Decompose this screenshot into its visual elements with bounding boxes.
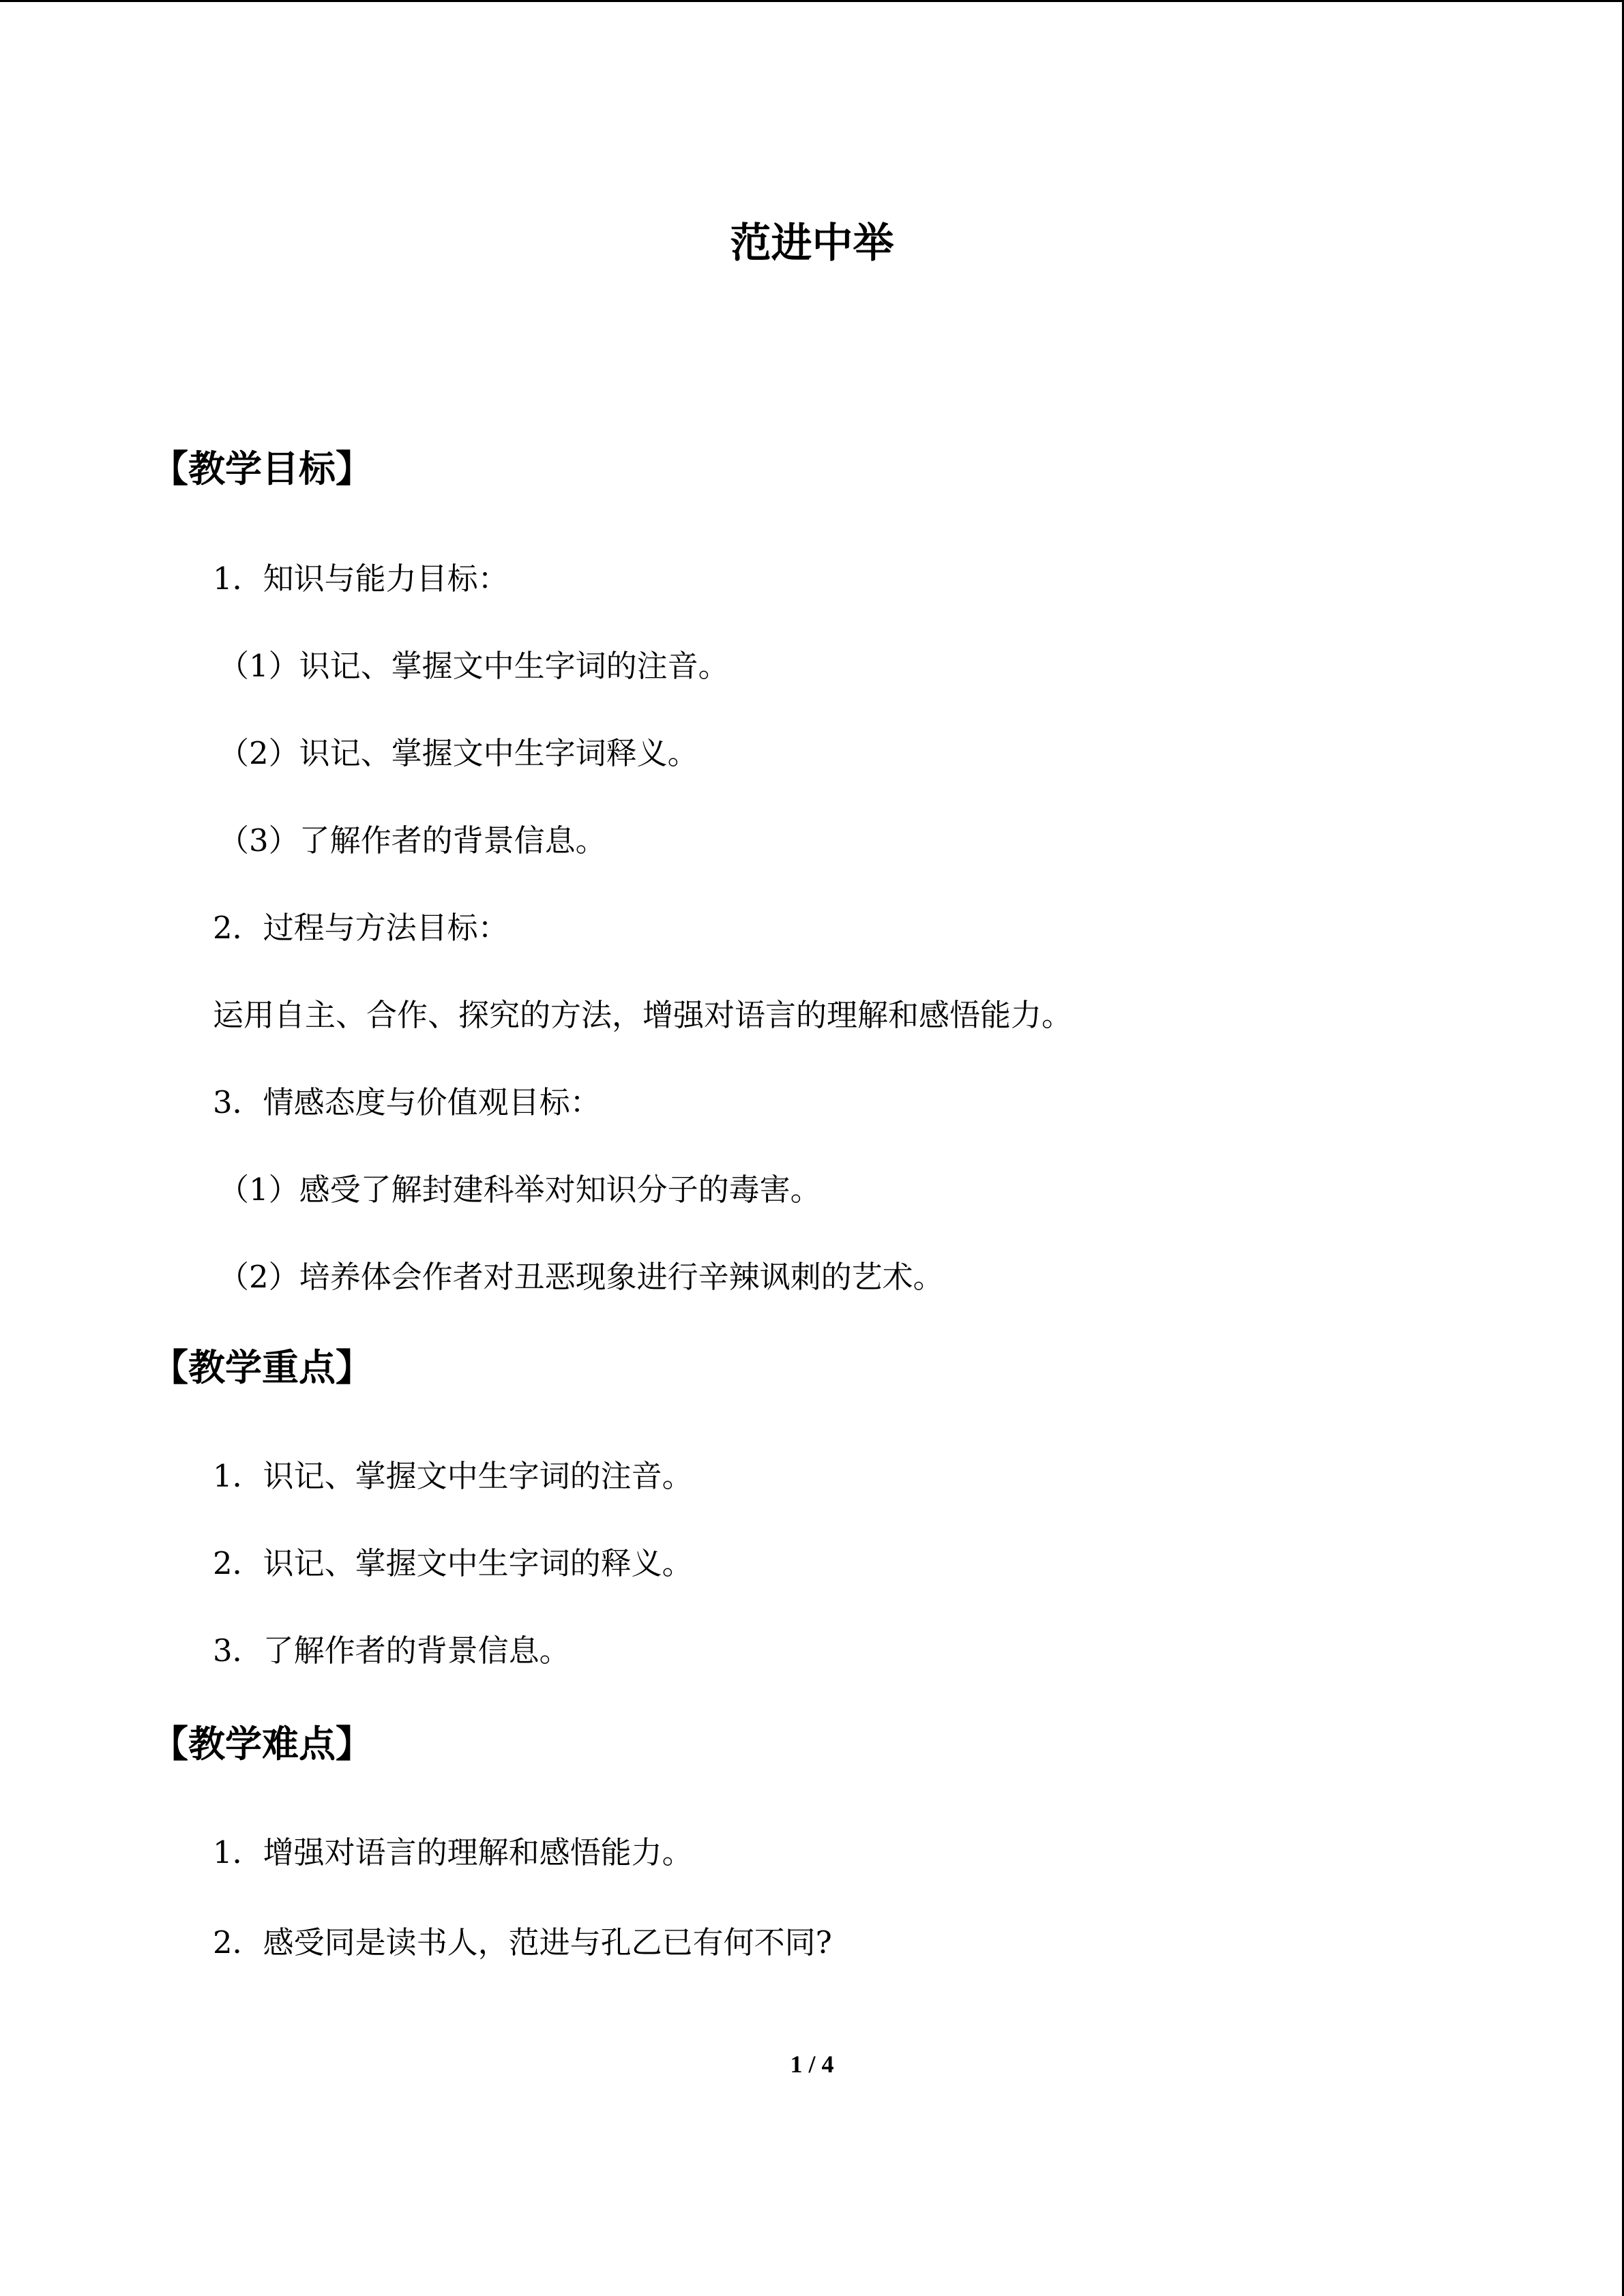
objective-line: 运用自主、合作、探究的方法，增强对语言的理解和感悟能力。 <box>213 997 1073 1033</box>
key-point-line: 1．识记、掌握文中生字词的注音。 <box>213 1458 693 1494</box>
objective-line: （1）识记、掌握文中生字词的注音。 <box>218 648 729 684</box>
objective-line: （3）了解作者的背景信息。 <box>218 822 606 859</box>
key-point-line: 3．了解作者的背景信息。 <box>213 1632 570 1669</box>
document-title: 范进中举 <box>730 220 894 267</box>
key-point-line: 2．识记、掌握文中生字词的释义。 <box>213 1545 693 1581</box>
objective-line: （1）感受了解封建科举对知识分子的毒害。 <box>218 1172 821 1208</box>
page-number: 1 / 4 <box>790 2051 834 2078</box>
difficulty-line: 1．增强对语言的理解和感悟能力。 <box>213 1834 693 1870</box>
objective-line: 3．情感态度与价值观目标： <box>213 1084 601 1120</box>
objective-line: 1．知识与能力目标： <box>213 561 509 597</box>
section-heading-objectives: 【教学目标】 <box>151 447 372 490</box>
objective-line: 2．过程与方法目标： <box>213 910 509 946</box>
difficulty-line: 2．感受同是读书人，范进与孔乙已有何不同? <box>213 1924 832 1960</box>
section-heading-key-points: 【教学重点】 <box>151 1346 372 1389</box>
objective-line: （2）培养体会作者对丑恶现象进行辛辣讽刺的艺术。 <box>218 1259 944 1295</box>
objective-line: （2）识记、掌握文中生字词释义。 <box>218 735 698 771</box>
section-heading-difficulties: 【教学难点】 <box>151 1723 372 1765</box>
